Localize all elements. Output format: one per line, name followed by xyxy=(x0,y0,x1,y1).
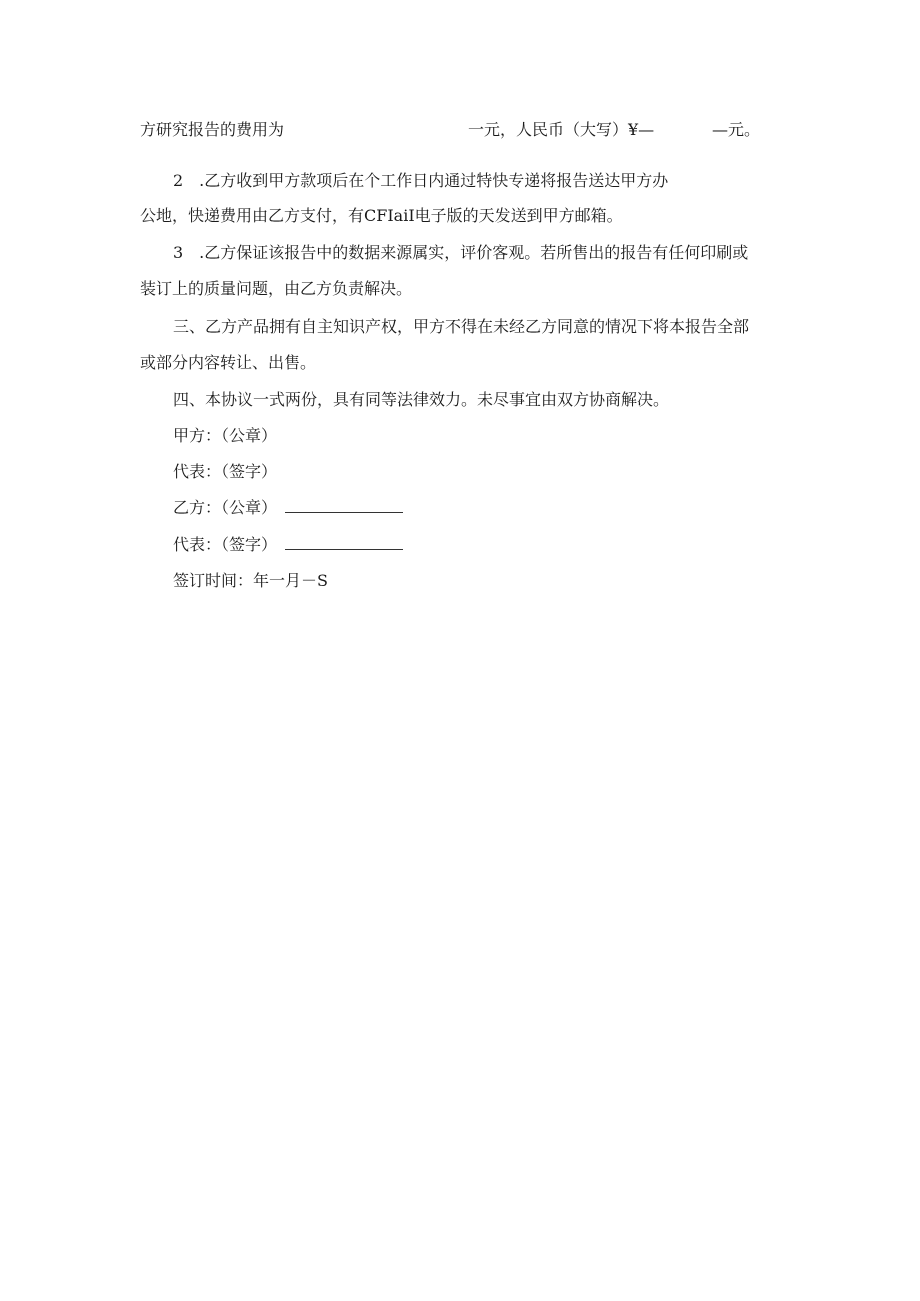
section-3-line-2: 或部分内容转让、出售。 xyxy=(140,353,317,372)
clause-3-line-1: 3 .乙方保证该报告中的数据来源属实，评价客观。若所售出的报告有任何印刷或 xyxy=(173,243,749,262)
clause-2-line-1: 2 .乙方收到甲方款项后在个工作日内通过特快专递将报告送达甲方办 xyxy=(173,171,669,190)
clause-3-line-2: 装订上的质量问题，由乙方负责解决。 xyxy=(140,279,413,298)
clause-2-line-2: 公地，快递费用由乙方支付，有CFIaiI电子版的天发送到甲方邮箱。 xyxy=(140,206,623,225)
party-b-seal: 乙方：（公章） xyxy=(173,498,278,517)
fee-line xyxy=(140,119,780,141)
signing-date: 签订时间：年一月－S xyxy=(173,571,328,590)
party-b-representative-row xyxy=(173,534,403,556)
section-3-line-1: 三、乙方产品拥有自主知识产权，甲方不得在未经乙方同意的情况下将本报告全部 xyxy=(173,317,750,336)
party-b-seal-row xyxy=(173,497,403,519)
party-b-seal-blank xyxy=(285,498,403,513)
fee-line-suffix: —元。 xyxy=(712,120,761,139)
party-b-representative-blank xyxy=(285,535,403,550)
fee-line-middle: 一元，人民币（大写）¥— xyxy=(468,120,655,139)
section-4-line-1: 四、本协议一式两份，具有同等法律效力。未尽事宜由双方协商解决。 xyxy=(173,390,670,409)
fee-line-prefix: 方研究报告的费用为 xyxy=(140,120,285,139)
party-b-representative: 代表：（签字） xyxy=(173,535,278,554)
party-a-representative: 代表：（签字） xyxy=(173,462,278,481)
party-a-seal: 甲方：（公章） xyxy=(173,426,278,445)
